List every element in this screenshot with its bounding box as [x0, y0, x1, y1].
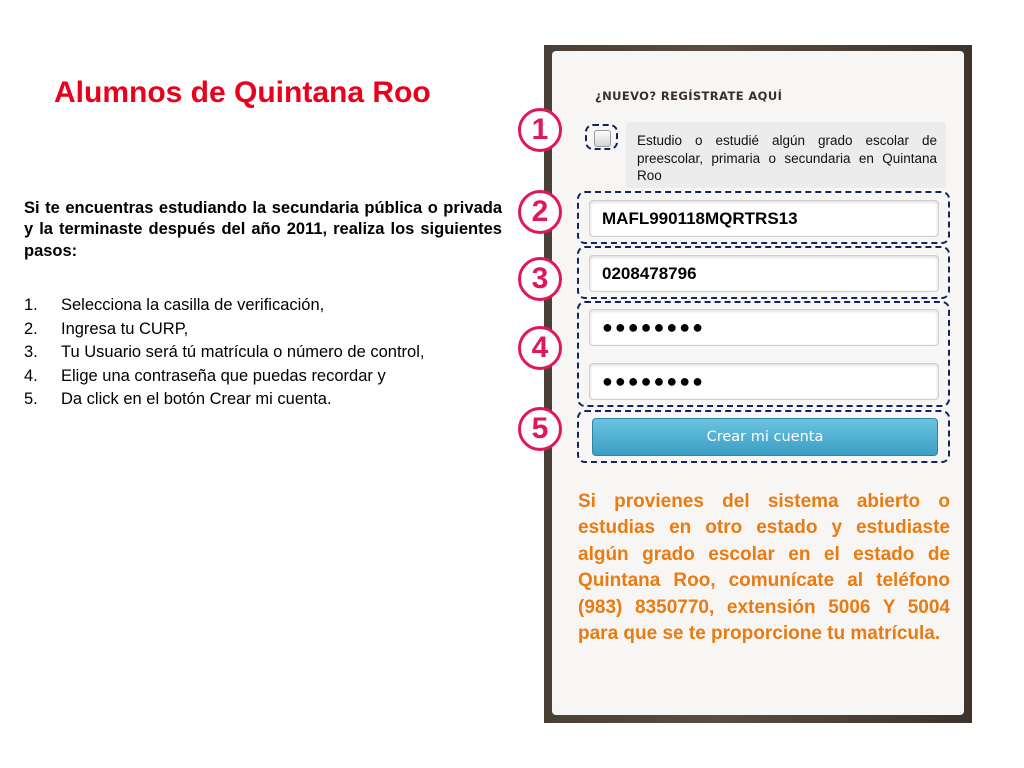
step-number: 2. — [24, 319, 38, 338]
step-text: Selecciona la casilla de verificación, — [61, 296, 325, 314]
step-item — [24, 388, 504, 412]
step-text: Ingresa tu CURP, — [61, 319, 189, 338]
contact-note: Si provienes del sistema abierto o estudias en otro estado y estudiaste algún grado escolar en el estado de Quintana Roo, comunícate al teléfono (983) 8350770, extensión 5006 Y 5004 para que se te proporcione tu matrícula. — [578, 491, 950, 645]
step-marker-1: 1 — [518, 108, 562, 152]
step-number: 5. — [24, 390, 38, 408]
password-input[interactable]: ●●●●●●●● — [589, 309, 939, 346]
step-item — [24, 294, 504, 318]
instructions-intro: Si te encuentras estudiando la secundaria pública o privada y la terminaste después del año 2011, realiza los siguientes pasos: — [24, 199, 502, 260]
step-item — [24, 365, 504, 389]
step-item — [24, 318, 504, 342]
step-text: Da click en el botón Crear mi cuenta. — [61, 390, 332, 408]
user-input[interactable]: 0208478796 — [589, 255, 939, 292]
register-heading: ¿NUEVO? REGÍSTRATE AQUÍ — [595, 89, 783, 103]
step-item — [24, 341, 504, 365]
step-text: Elige una contraseña que puedas recordar y — [61, 366, 386, 385]
registration-card — [552, 51, 964, 715]
checkbox-label: Estudio o estudié algún grado escolar de preescolar, primaria o secundaria en Quintana Roo — [637, 133, 937, 184]
registration-screenshot — [544, 45, 972, 723]
confirm-password-input[interactable]: ●●●●●●●● — [589, 363, 939, 400]
step-text: Tu Usuario será tú matrícula o número de control, — [61, 343, 425, 361]
step-marker-2: 2 — [518, 190, 562, 234]
step-marker-5: 5 — [518, 407, 562, 451]
curp-input[interactable]: MAFL990118MQRTRS13 — [589, 200, 939, 237]
step-number: 4. — [24, 366, 38, 385]
step-marker-4: 4 — [518, 326, 562, 370]
create-account-button[interactable]: Crear mi cuenta — [592, 418, 938, 456]
page-title: Alumnos de Quintana Roo — [54, 76, 431, 109]
steps-list — [24, 294, 504, 412]
step-marker-3: 3 — [518, 257, 562, 301]
step-number: 1. — [24, 296, 38, 314]
highlight-checkbox — [585, 124, 618, 150]
step-number: 3. — [24, 343, 38, 361]
